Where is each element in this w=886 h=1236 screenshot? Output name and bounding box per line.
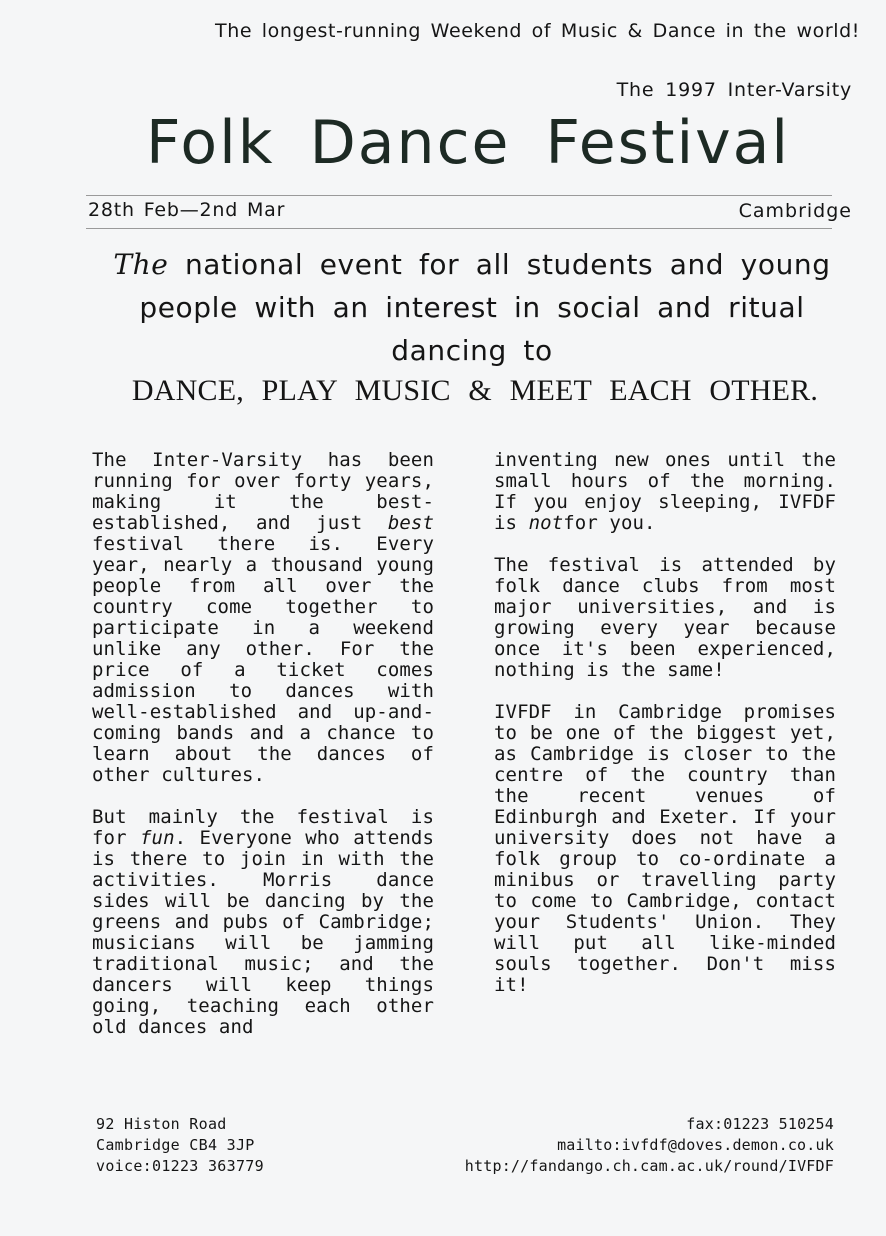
festival-dates: 28th Feb—2nd Mar (88, 199, 286, 221)
headline-text: national event for all students and young people with an interest in social and ritual dancing to (139, 248, 831, 367)
tagline: The longest-running Weekend of Music & Dance in the world! (215, 20, 860, 42)
text: festival there is. Every year, nearly a thousand young people from all over the country come together to participate in a weekend unlike any other. For the price of a ticket comes admission to dances with well-established and up-and-coming bands and a chance to learn about the dances of other cultures. (92, 533, 434, 786)
emphasis: not (528, 512, 564, 534)
contact-details (465, 1114, 834, 1177)
page-title: Folk Dance Festival (146, 108, 791, 178)
right-paragraph-3: IVFDF in Cambridge promises to be one of the biggest yet, as Cambridge is closer to the centre of the country than the recent venues of Edinburgh and Exeter. If your university does not have a folk group to co-ordinate a minibus or travelling party to come to Cambridge, contact your Students' Union. They will put all like-minded souls together. Don't miss it! (494, 701, 836, 996)
slogan: DANCE, PLAY MUSIC & MEET EACH OTHER. (131, 374, 819, 407)
text: inventing new ones until the small hours of the morning. If you enjoy sleeping, IVFDF is (494, 449, 836, 534)
right-paragraph-2: The festival is attended by folk dance clubs from most major universities, and is growing every year because once it's been experienced, nothing is the same! (494, 554, 836, 681)
bottom-rule (86, 228, 832, 229)
headline-emphasis: The (113, 248, 169, 281)
right-paragraph-1 (494, 450, 836, 534)
address-street: 92 Histon Road (96, 1115, 227, 1133)
left-paragraph-1 (92, 450, 434, 786)
left-column (92, 450, 434, 1059)
emphasis: best (387, 512, 434, 534)
voice-number: voice:01223 363779 (96, 1157, 264, 1175)
right-column (494, 450, 836, 1017)
left-paragraph-2 (92, 807, 434, 1038)
email-link[interactable]: mailto:ivfdf@doves.demon.co.uk (557, 1136, 834, 1154)
postal-address (96, 1114, 264, 1177)
festival-city: Cambridge (738, 200, 852, 222)
year-line: The 1997 Inter-Varsity (616, 79, 852, 101)
text: for you. (563, 512, 656, 534)
text: . Everyone who attends is there to join in with the activities. Morris dance sides will be dancing by the greens and pubs of Cambridge; musicians will be jamming traditional music; and the dancers will keep things going, teaching each other old dances and (92, 827, 435, 1038)
emphasis: fun (140, 827, 175, 849)
website-link[interactable]: http://fandango.ch.cam.ac.uk/round/IVFDF (464, 1157, 834, 1175)
headline (82, 243, 862, 372)
text: But mainly the festival is for (92, 806, 434, 849)
text: The Inter-Varsity has been running for over forty years, making it the best-established, and just (92, 449, 434, 534)
top-rule (86, 195, 832, 196)
fax-number: fax:01223 510254 (686, 1115, 834, 1133)
address-city: Cambridge CB4 3JP (96, 1136, 255, 1154)
